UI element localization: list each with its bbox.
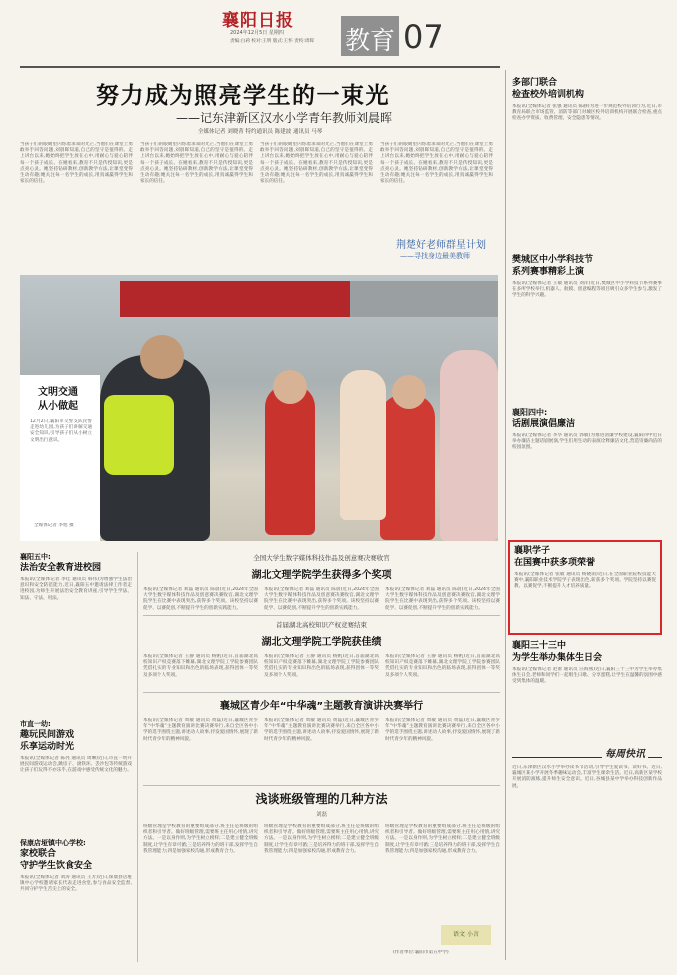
column-text-1: 班级管理是学校教育的重要组成部分,班主任是班级的组织者和引导者。做好班级管理,需要班主任用心用情,讲究方法。一是以身作则,为学生树立榜样;二是建立健全班级制度,让学生有章可循;三是培养得力的班干部,发挥学生自我管理能力;四是加强家校沟通,形成教育合力。: [143, 824, 258, 854]
brief-inspection-title-2: 检查校外培训机构: [512, 90, 585, 100]
article-china-soul-text-1: 本报讯(全媒体记者 周敏 通讯员 黄磊)近日,襄城区青少年“中华魂”主题教育演讲比赛决赛举行,来自全区各中小学的选手围绕主题,讲述动人故事,抒发爱国情怀,展现了新时代青少年的精神风貌。: [143, 718, 258, 742]
article-ip-college-title: 湖北文理学院工学院获佳绩: [261, 637, 382, 648]
photo-caption-title-1: 文明交通: [38, 387, 78, 398]
brief-wuzhong: [20, 552, 132, 695]
brief-sizhong-text: 本报讯(全媒体记者 李华 通讯员 郭敏)为推进清廉学校建设,襄阳四中近日举办廉洁主题话剧展演,学生们用生动的表演诠释廉洁文化,营造崇廉尚洁的校园氛围。: [512, 433, 662, 451]
brief-wuzhong-text: 本报讯(全媒体记者 李佳 通讯员 韩伟)为增强学生法治意识和安全防范能力,近日,襄阳五中邀请法律工作者走进校园,为师生开展法治安全教育讲座,引导学生学法、知法、守法、用法。: [20, 577, 132, 601]
brief-shizhi: [20, 719, 132, 836]
article-ip-college: [143, 620, 500, 700]
column-author: 刘磊: [315, 812, 327, 818]
brief-sizhong-title-2: 话剧展演倡廉洁: [512, 419, 576, 429]
date-line: 2024年12月5日 星期四: [230, 30, 284, 36]
photo-officer-head: [140, 335, 184, 379]
column-title: 浅谈班级管理的几种方法: [255, 792, 388, 806]
brief-baokang-title-3: 守护学生饮食安全: [20, 861, 93, 871]
brief-wuzhong-title-1: 襄阳五中:: [20, 553, 51, 561]
lead-body-col4: 当孩子们的眼睛里闪烁着求知的光芒,当他们在课堂上勇敢举手回答问题,刘晨晖知道,自己的坚守是值得的。走上讲台以来,她始终把学生放在心中,用耐心与爱心陪伴每一个孩子成长。在她看来,教育不只是传授知识,更是点亮心灵。她坚持钻研教材,创新教学方法,让课堂变得生动有趣;她关注每一名学生的成长,用真诚赢得学生和家长的信任。: [380, 142, 493, 185]
section-name: 教育: [345, 26, 396, 55]
brief-shizhi-title-1: 市直一幼:: [20, 720, 51, 728]
brief-sanshisan-title-2: 为学生举办集体生日会: [512, 653, 603, 663]
column-class-management: [143, 790, 500, 962]
photo-adult: [440, 350, 498, 541]
brief-xiangzhi-title-1: 襄职学子: [514, 546, 551, 556]
article-china-soul-text-3: 本报讯(全媒体记者 周敏 通讯员 黄磊)近日,襄城区青少年“中华魂”主题教育演讲比赛决赛举行,来自全区各中小学的选手围绕主题,讲述动人故事,抒发爱国情怀,展现了新时代青少年的精神风貌。: [385, 718, 500, 742]
lead-byline: 全媒体记者 刘晓菁 特约通讯员 陈建波 通讯员 马琴: [198, 129, 323, 135]
brief-inspection-title-1: 多部门联合: [512, 78, 558, 88]
article-hubei-univ-text-1: 本报讯(全媒体记者 刘磊 通讯员 陈晨)近日,2024年全国大学生数字媒体科技作品及创意赛决赛收官,湖北文理学院学生在比赛中表现突出,获得多个奖项。该校坚持以赛促学、以赛促创,不断提升学生的创新实践能力。: [143, 587, 258, 611]
brief-shizhi-text: 本报讯(全媒体记者 陈亮 通讯员 周琳)近日,市直一幼开展民间游戏运动会,跳房子、滚铁环、丢沙包等传统游戏让孩子们玩得不亦乐乎,在游戏中感受传统文化的魅力。: [20, 756, 132, 774]
column-text-3: 班级管理是学校教育的重要组成部分,班主任是班级的组织者和引导者。做好班级管理,需要班主任用心用情,讲究方法。一是以身作则,为学生树立榜样;二是建立健全班级制度,让学生有章可循;三是培养得力的班干部,发挥学生自我管理能力;四是加强家校沟通,形成教育合力。: [385, 824, 500, 854]
page-number: 07: [403, 18, 444, 56]
photo-adult-2: [340, 370, 386, 520]
photo-child-1: [265, 385, 315, 535]
brief-sizhong: [512, 407, 662, 533]
lead-body-col2: 当孩子们的眼睛里闪烁着求知的光芒,当他们在课堂上勇敢举手回答问题,刘晨晖知道,自己的坚守是值得的。走上讲台以来,她始终把学生放在心中,用耐心与爱心陪伴每一个孩子成长。在她看来,教育不只是传授知识,更是点亮心灵。她坚持钻研教材,创新教学方法,让课堂变得生动有趣;她关注每一名学生的成长,用真诚赢得学生和家长的信任。: [140, 142, 253, 185]
weekly-news-title: 每周快讯: [602, 745, 648, 760]
brief-sanshisan-title-1: 襄阳三十三中: [512, 641, 567, 651]
brief-wuzhong-title-2: 法治安全教育进校园: [20, 563, 102, 573]
photo-officer-vest: [104, 395, 174, 475]
photo-child-2: [380, 395, 435, 540]
lead-body-col1: 当孩子们的眼睛里闪烁着求知的光芒,当他们在课堂上勇敢举手回答问题,刘晨晖知道,自己的坚守是值得的。走上讲台以来,她始终把学生放在心中,用耐心与爱心陪伴每一个孩子成长。在她看来,教育不只是传授知识,更是点亮心灵。她坚持钻研教材,创新教学方法,让课堂变得生动有趣;她关注每一名学生的成长,用真诚赢得学生和家长的信任。: [20, 142, 133, 185]
brief-science-fest-text: 本报讯(全媒体记者 王敏 通讯员 刘洋)近日,樊城区中小学科技节系列赛事在多所学校举行,机器人、航模、创意编程等项目吸引众多学生参与,激发了学生的科学兴趣。: [512, 281, 662, 299]
brief-baokang: [20, 838, 132, 960]
column-text-2: 班级管理是学校教育的重要组成部分,班主任是班级的组织者和引导者。做好班级管理,需要班主任用心用情,讲究方法。一是以身作则,为学生树立榜样;二是建立健全班级制度,让学生有章可循;三是培养得力的班干部,发挥学生自我管理能力;四是加强家校沟通,形成教育合力。: [264, 824, 379, 854]
brief-inspection-text: 本报讯(全媒体记者 张强 通讯员 陈静)为进一步规范校外培训行为,近日,市教育局联合市场监管、消防等部门对城区校外培训机构开展联合检查,重点检查办学资质、收费管理、安全隐患等情况。: [512, 104, 662, 122]
masthead: [0, 0, 677, 70]
column-divider: [505, 70, 506, 960]
article-hubei-univ-kicker: 全国大学生数字媒体科技作品及创意赛决赛收官: [253, 554, 390, 562]
photo-caption-title-2: 从小做起: [38, 401, 78, 412]
article-ip-college-text-2: 本报讯(全媒体记者 王静 通讯员 杨帆)近日,首届湖北高校知识产权竞赛落下帷幕,湖北文理学院工学院参赛团队凭借扎实的专业知识和出色的临场表现,获得团体一等奖及多项个人奖项。: [264, 654, 379, 678]
brief-sanshisan-text: 本报讯(全媒体记者 赵蕾 通讯员 汪海燕)近日,襄阳三十三中为学生举办集体生日会,老师和同学们一起唱生日歌、分享蛋糕,让学生在温馨的氛围中感受到集体的温暖。: [512, 667, 662, 685]
column-stamp: 语文 小言: [441, 925, 491, 945]
brief-baokang-title-1: 保康店垭镇中心学校:: [20, 839, 86, 847]
brief-xiangzhi-highlight: [508, 540, 662, 635]
photo-child-1-head: [273, 370, 307, 404]
center-rule-1: [143, 615, 500, 616]
photo-child-2-head: [392, 375, 426, 409]
masthead-rule: [20, 66, 500, 68]
article-ip-college-text-1: 本报讯(全媒体记者 王静 通讯员 杨帆)近日,首届湖北高校知识产权竞赛落下帷幕,湖北文理学院工学院参赛团队凭借扎实的专业知识和出色的临场表现,获得团体一等奖及多项个人奖项。: [143, 654, 258, 678]
article-hubei-univ-text-3: 本报讯(全媒体记者 刘磊 通讯员 陈晨)近日,2024年全国大学生数字媒体科技作品及创意赛决赛收官,湖北文理学院学生在比赛中表现突出,获得多个奖项。该校坚持以赛促学、以赛促创,不断提升学生的创新实践能力。: [385, 587, 500, 611]
article-ip-college-text-3: 本报讯(全媒体记者 王静 通讯员 杨帆)近日,首届湖北高校知识产权竞赛落下帷幕,湖北文理学院工学院参赛团队凭借扎实的专业知识和出色的临场表现,获得团体一等奖及多项个人奖项。: [385, 654, 500, 678]
lead-title: 努力成为照亮学生的一束光: [96, 83, 390, 109]
weekly-news: [512, 745, 662, 960]
lead-body-col3: 当孩子们的眼睛里闪烁着求知的光芒,当他们在课堂上勇敢举手回答问题,刘晨晖知道,自己的坚守是值得的。走上讲台以来,她始终把学生放在心中,用耐心与爱心陪伴每一个孩子成长。在她看来,教育不只是传授知识,更是点亮心灵。她坚持钻研教材,创新教学方法,让课堂变得生动有趣;她关注每一名学生的成长,用真诚赢得学生和家长的信任。: [260, 142, 373, 185]
article-hubei-univ-title: 湖北文理学院学生获得多个奖项: [251, 570, 392, 581]
series-banner-title: 荆楚好老师群星计划: [396, 240, 486, 251]
brief-shizhi-title-2: 趣玩民间游戏: [20, 730, 75, 740]
article-hubei-univ-text-2: 本报讯(全媒体记者 刘磊 通讯员 陈晨)近日,2024年全国大学生数字媒体科技作品及创意赛决赛收官,湖北文理学院学生在比赛中表现突出,获得多个奖项。该校坚持以赛促学、以赛促创,不断提升学生的创新实践能力。: [264, 587, 379, 611]
paper-name: 襄阳日报: [222, 11, 294, 31]
brief-sizhong-title-1: 襄阳四中:: [512, 408, 548, 417]
brief-xiangzhi-title-2: 在国赛中获多项荣誉: [514, 558, 596, 568]
photo-caption-credit: 全媒体记者 李旭 摄: [34, 523, 74, 528]
article-ip-college-kicker: 首届湖北高校知识产权竞赛结束: [276, 621, 367, 629]
brief-baokang-title-2: 家校联合: [20, 849, 57, 859]
brief-inspection: [512, 77, 662, 240]
column-author-note: (作者单位:襄阳市第五中学): [393, 950, 449, 955]
brief-science-fest: [512, 254, 662, 393]
brief-shizhi-title-3: 乐享运动时光: [20, 742, 75, 752]
photo-caption-text: 12月2日,襄阳市交警支队民警走进幼儿园,为孩子们讲解交通安全知识,引导孩子们从小树立文明出行意识。: [30, 419, 92, 443]
weekly-news-text: 近日,东津新区汉水小学举办读书节活动,引导学生爱读书、读好书。近日,襄城区某小学开展冬季趣味运动会,丰富学生课余生活。近日,高新区某学校开展消防演练,提升师生安全意识。近日,谷城县某中学举办科技创新作品展。: [512, 765, 662, 789]
editor-line: 责编:白莉 校对:王明 版式:王怀 责校:周晖: [230, 39, 315, 44]
left-col-divider: [137, 552, 138, 962]
article-china-soul-title: 襄城区青少年“中华魂”主题教育演讲决赛举行: [219, 701, 424, 712]
series-banner-subtitle: ——寻找身边最美教师: [400, 252, 470, 260]
center-rule-3: [143, 785, 500, 786]
brief-xiangzhi-text: 本报讯(全媒体记者 张敏 通讯员 杨晓雨)近日,在全国职业院校技能大赛中,襄阳职业技术学院学子表现出色,斩获多个奖项。学院坚持以赛促教、以赛促学,不断提升人才培养质量。: [514, 572, 656, 590]
article-china-soul-text-2: 本报讯(全媒体记者 周敏 通讯员 黄磊)近日,襄城区青少年“中华魂”主题教育演讲比赛决赛举行,来自全区各中小学的选手围绕主题,讲述动人故事,抒发爱国情怀,展现了新时代青少年的精神风貌。: [264, 718, 379, 742]
photo-wall-banner: [120, 281, 350, 317]
photo-wall-banner-stripe: [350, 281, 498, 317]
brief-baokang-text: 本报讯(全媒体记者 刘涛 通讯员 王芳)近日,保康县店垭镇中心学校邀请家长代表走进食堂,参与食品安全监督,共同守护学生舌尖上的安全。: [20, 875, 132, 893]
lead-subtitle: ——记东津新区汉水小学青年教师刘晨晖: [176, 111, 393, 125]
photo-traffic-safety: [20, 275, 498, 541]
article-china-soul: [143, 697, 500, 774]
brief-science-fest-title-1: 樊城区中小学科技节: [512, 255, 594, 265]
photo-caption-box: [20, 375, 100, 541]
brief-science-fest-title-2: 系列赛事精彩上演: [512, 267, 585, 277]
series-banner: [380, 234, 500, 268]
brief-sanshisan: [512, 640, 662, 742]
center-rule-2: [143, 692, 500, 693]
